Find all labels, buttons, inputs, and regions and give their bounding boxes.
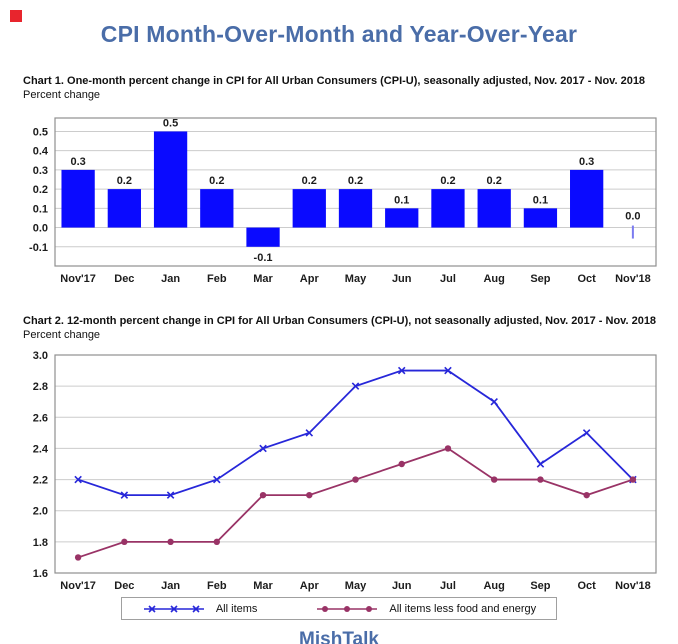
svg-text:0.2: 0.2: [301, 175, 317, 188]
svg-text:Mar: Mar: [253, 273, 273, 285]
svg-text:0.2: 0.2: [209, 175, 225, 188]
svg-text:Oct: Oct: [577, 273, 596, 285]
svg-text:0.5: 0.5: [32, 126, 48, 139]
chart2-ylabel: Percent change: [23, 329, 101, 341]
svg-text:May: May: [344, 273, 367, 285]
svg-text:Apr: Apr: [299, 273, 319, 285]
chart1-section: [0, 74, 678, 288]
circle-marker-line-icon: [315, 603, 379, 615]
svg-text:0.0: 0.0: [625, 210, 641, 223]
svg-text:-0.1: -0.1: [29, 241, 48, 254]
chart2-plot: [0, 351, 678, 593]
svg-text:1.8: 1.8: [32, 536, 48, 549]
chart2-title: Chart 2. 12-month percent change in CPI for All Urban Consumers (CPI-U), not seasonally adjusted, Nov. 2017 - Nov. 2018: [23, 315, 657, 327]
svg-text:Nov'18: Nov'18: [615, 580, 651, 592]
svg-text:Feb: Feb: [207, 580, 227, 592]
svg-text:2.8: 2.8: [32, 381, 48, 394]
svg-text:2.0: 2.0: [32, 505, 48, 518]
svg-text:2.2: 2.2: [32, 474, 48, 487]
svg-text:Jul: Jul: [440, 273, 456, 285]
svg-text:Nov'17: Nov'17: [60, 273, 96, 285]
red-marker-icon: [10, 10, 22, 22]
chart2-section: [0, 314, 678, 593]
svg-text:2.6: 2.6: [32, 412, 48, 425]
svg-text:Nov'17: Nov'17: [60, 580, 96, 592]
legend-label: All items less food and energy: [389, 602, 537, 615]
svg-text:Sep: Sep: [530, 580, 551, 592]
svg-text:1.6: 1.6: [32, 568, 48, 580]
svg-text:0.2: 0.2: [486, 175, 502, 188]
svg-text:Aug: Aug: [483, 273, 505, 285]
svg-text:0.1: 0.1: [532, 194, 549, 207]
svg-text:Jan: Jan: [161, 273, 181, 285]
svg-text:0.3: 0.3: [32, 164, 48, 177]
x-marker-line-icon: [142, 603, 206, 615]
legend-entry: [142, 603, 258, 615]
svg-text:Jul: Jul: [440, 580, 456, 592]
svg-text:Jun: Jun: [391, 580, 412, 592]
legend-label: All items: [215, 602, 258, 615]
svg-text:Nov'18: Nov'18: [615, 273, 651, 285]
svg-text:Dec: Dec: [114, 580, 135, 592]
svg-text:May: May: [344, 580, 367, 592]
svg-text:0.3: 0.3: [579, 155, 595, 168]
svg-text:Sep: Sep: [530, 273, 551, 285]
svg-text:Oct: Oct: [577, 580, 596, 592]
svg-text:0.2: 0.2: [116, 175, 132, 188]
chart1-title: Chart 1. One-month percent change in CPI for All Urban Consumers (CPI-U), seasonally adjusted, Nov. 2017 - Nov. 2018: [23, 75, 646, 87]
svg-text:Dec: Dec: [114, 273, 135, 285]
svg-text:0.1: 0.1: [32, 203, 48, 216]
svg-text:2.4: 2.4: [32, 443, 48, 456]
svg-text:0.3: 0.3: [70, 155, 86, 168]
chart1-ylabel: Percent change: [23, 89, 101, 101]
svg-text:Mar: Mar: [253, 580, 273, 592]
svg-text:0.1: 0.1: [394, 194, 410, 207]
footer-brand: MishTalk: [299, 629, 379, 644]
svg-text:3.0: 3.0: [32, 351, 48, 362]
svg-text:0.2: 0.2: [32, 184, 48, 197]
svg-text:Apr: Apr: [299, 580, 319, 592]
svg-text:Jun: Jun: [391, 273, 412, 285]
svg-text:Aug: Aug: [483, 580, 505, 592]
svg-text:0.2: 0.2: [347, 175, 364, 188]
legend-entry: [315, 603, 536, 615]
svg-text:Feb: Feb: [207, 273, 227, 285]
svg-text:0.2: 0.2: [440, 175, 456, 188]
page-title: CPI Month-Over-Month and Year-Over-Year: [100, 21, 578, 47]
svg-text:0.5: 0.5: [162, 117, 179, 130]
svg-text:0.0: 0.0: [32, 222, 48, 235]
svg-text:-0.1: -0.1: [253, 251, 273, 264]
svg-text:Jan: Jan: [161, 580, 181, 592]
svg-text:0.4: 0.4: [32, 145, 48, 158]
chart1-plot: [0, 111, 678, 288]
legend-box: [121, 597, 557, 620]
